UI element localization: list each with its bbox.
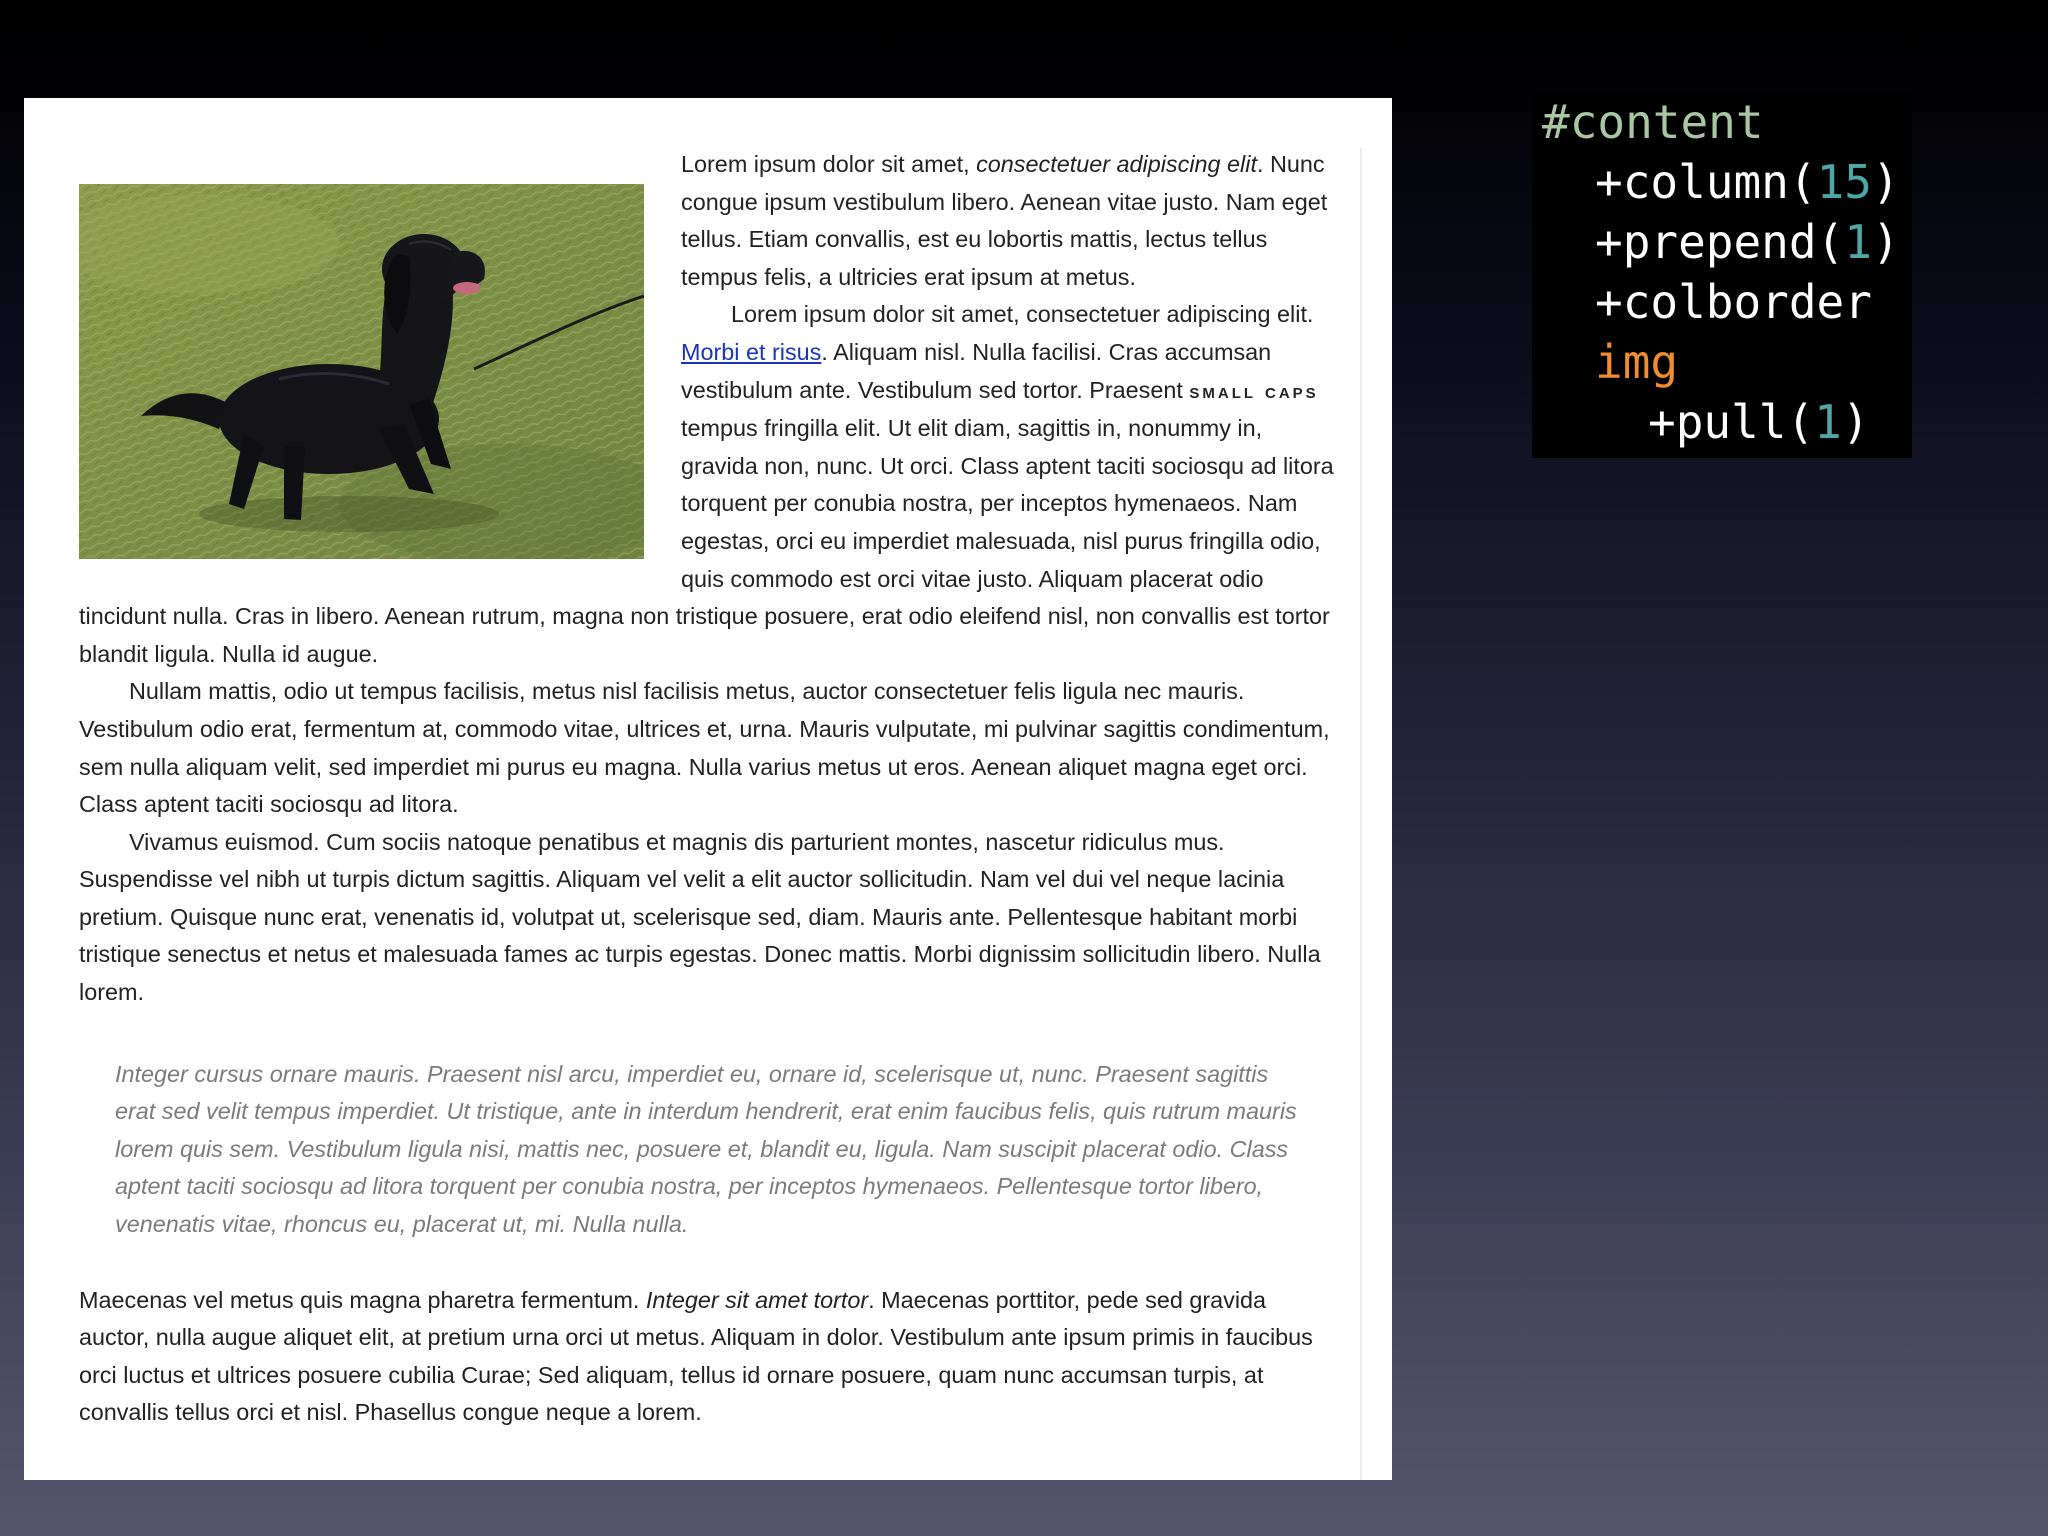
text-run: . Nunc congue ipsum vestibulum libero. Aenean vitae justo. Nam eget tellus. Etiam convallis, est eu lobortis mattis, lectus tellus tempus felis, a ultricies erat ipsum at metus. bbox=[681, 151, 1328, 290]
code-number: 15 bbox=[1816, 155, 1872, 209]
document-screenshot bbox=[24, 98, 1392, 1480]
code-paren: ) bbox=[1871, 155, 1900, 209]
code-function: +prepend( bbox=[1595, 215, 1845, 269]
code-number: 1 bbox=[1844, 215, 1872, 269]
text-run: . Aliquam nisl. Nulla facilisi. Cras accumsan vestibulum ante. Vestibulum sed tortor. Praesent bbox=[681, 338, 1272, 403]
text-run: tempus fringilla elit. Ut elit diam, sagittis in, nonummy in, gravida non, nunc. Ut orci. Class aptent taciti sociosqu ad litora torquent per conubia nostra, per inceptos hymenaeos. Nam egestas, orci eu imperdiet malesuada, nisl purus fringilla odio, quis commodo est orci vitae justo. Aliquam placerat odio tincidunt nulla. Cras in libero. Aenean rutrum, magna non tristique posuere, erat odio eleifend nisl, non convallis est tortor blandit ligula. Nulla id augue. bbox=[79, 415, 1334, 667]
column-border bbox=[1360, 148, 1362, 1480]
text-run: . Maecenas porttitor, pede sed gravida auctor, nulla augue aliquet elit, at pretium urna orci ut metus. Aliquam in dolor. Vestibulum ante ipsum primis in faucibus orci luctus et ultrices posuere cubilia Curae; Sed aliquam, tellus id ornare posuere, quam nunc accumsan turpis, at convallis tellus orci et nisl. Phasellus congue neque a lorem. bbox=[79, 1286, 1313, 1426]
code-function: +pull( bbox=[1648, 395, 1815, 449]
morbi-link[interactable]: Morbi et risus bbox=[681, 338, 822, 365]
dog-photo bbox=[79, 184, 644, 559]
content-column bbox=[79, 146, 1341, 1432]
paragraph-3: Nullam mattis, odio ut tempus facilisis, metus nisl facilisis metus, auctor consectetuer felis ligula nec mauris. Vestibulum odio erat, fermentum at, commodo vitae, ultrices et, urna. Mauris vulputate, mi pulvinar sagittis condimentum, sem nulla aliquam velit, sed imperdiet mi purus eu magna. Nulla varius metus ut eros. Aenean aliquet magna eget orci. Class aptent taciti sociosqu ad litora. bbox=[79, 678, 1330, 818]
code-function: +column( bbox=[1595, 155, 1817, 209]
small-caps-text: small caps bbox=[1189, 378, 1319, 403]
italic-text: Integer sit amet tortor bbox=[645, 1286, 869, 1313]
italic-text: consectetuer adipiscing elit bbox=[976, 151, 1257, 177]
text-run: Lorem ipsum dolor sit amet, bbox=[681, 151, 977, 177]
paragraph-4: Vivamus euismod. Cum sociis natoque penatibus et magnis dis parturient montes, nascetur ridiculus mus. Suspendisse vel nibh ut turpis dictum sagittis. Aliquam vel velit a elit auctor sollicitudin. Nam vel dui vel neque lacinia pretium. Quisque nunc erat, venenatis id, volutpat ut, scelerisque sed, diam. Mauris ante. Pellentesque habitant morbi tristique senectus et netus et malesuada fames ac turpis egestas. Donec mattis. Morbi dignissim sollicitudin libero. Nulla lorem. bbox=[79, 828, 1321, 1006]
code-panel bbox=[1532, 92, 1912, 458]
text-run: Lorem ipsum dolor sit amet, consectetuer adipiscing elit. bbox=[731, 301, 1314, 328]
paragraph-5 bbox=[79, 1282, 1341, 1432]
code-line-prepend bbox=[1595, 212, 1900, 272]
code-line-img bbox=[1595, 332, 1678, 392]
code-paren: ) bbox=[1871, 215, 1900, 269]
code-line-pull bbox=[1648, 392, 1870, 452]
code-selector: #content bbox=[1542, 95, 1764, 149]
code-number: 1 bbox=[1814, 395, 1842, 449]
code-line-column bbox=[1595, 152, 1900, 212]
text-run: Maecenas vel metus quis magna pharetra fermentum. bbox=[79, 1286, 646, 1313]
code-line-colborder bbox=[1595, 272, 1872, 332]
code-tag-selector: img bbox=[1595, 335, 1679, 389]
code-mixin: +colborder bbox=[1595, 275, 1872, 329]
code-paren: ) bbox=[1841, 395, 1870, 449]
blockquote: Integer cursus ornare mauris. Praesent nisl arcu, imperdiet eu, ornare id, scelerisque ut, nunc. Praesent sagittis erat sed velit tempus imperdiet. Ut tristique, ante in interdum hendrerit, erat enim faucibus felis, quis rutrum mauris lorem quis sem. Vestibulum ligula nisi, mattis nec, posuere et, blandit eu, ligula. Nam suscipit placerat odio. Class aptent taciti sociosqu ad litora torquent per conubia nostra, per inceptos hymenaeos. Pellentesque tortor libero, venenatis vitae, rhoncus eu, placerat ut, mi. Nulla nulla. bbox=[115, 1060, 1297, 1238]
code-line-selector bbox=[1542, 92, 1764, 152]
